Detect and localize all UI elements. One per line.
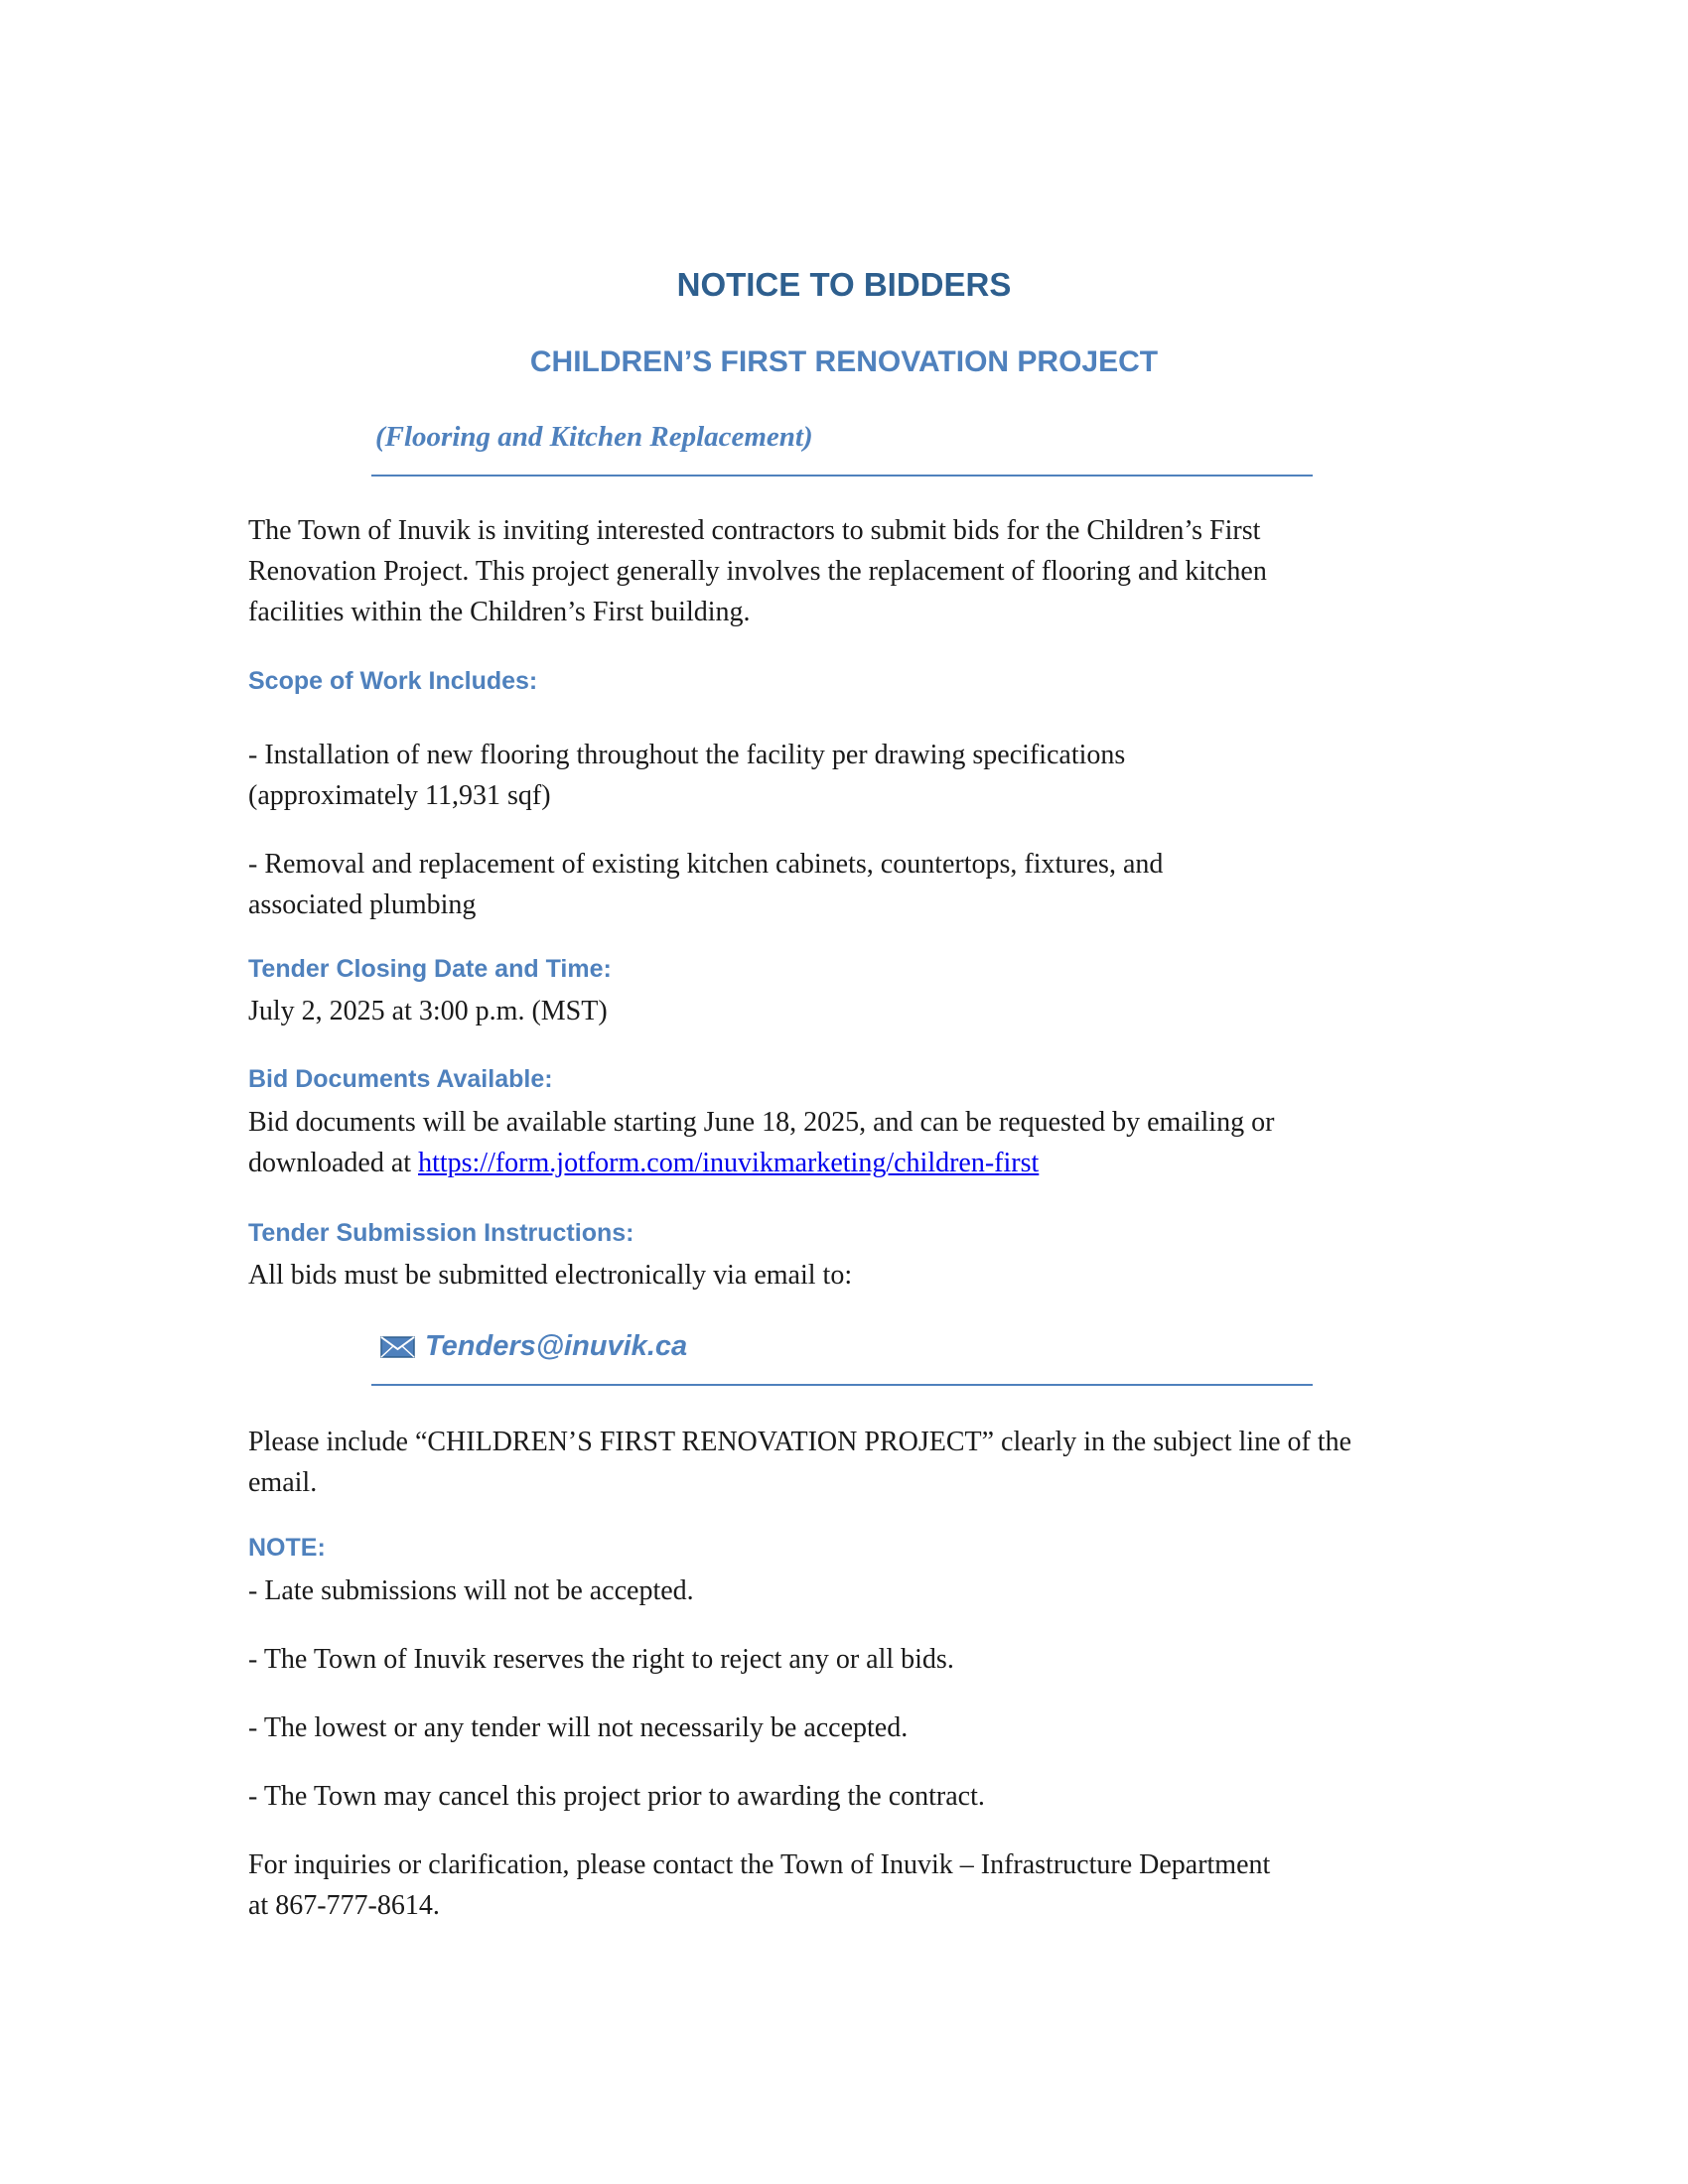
scope-item-1-line-2: (approximately 11,931 sqf)	[248, 780, 551, 811]
note-item-1: - Late submissions will not be accepted.	[248, 1575, 694, 1606]
closing-heading: Tender Closing Date and Time:	[248, 955, 612, 983]
subtitle-divider	[371, 475, 1313, 477]
envelope-icon	[379, 1333, 417, 1361]
documents-heading: Bid Documents Available:	[248, 1065, 553, 1093]
scope-heading: Scope of Work Includes:	[248, 667, 538, 695]
scope-item-2-line-1: - Removal and replacement of existing kitchen cabinets, countertops, fixtures, and	[248, 849, 1164, 880]
project-name: CHILDREN’S FIRST RENOVATION PROJECT	[529, 345, 1159, 378]
documents-line-2-prefix: downloaded at	[248, 1148, 419, 1178]
intro-paragraph	[248, 510, 1440, 632]
intro-line-2: Renovation Project. This project generally involves the replacement of flooring and kitchen	[248, 556, 1267, 587]
submission-email[interactable]: Tenders@inuvik.ca	[425, 1330, 688, 1362]
scope-item-kitchen	[248, 844, 1440, 925]
intro-line-3: facilities within the Children’s First building.	[248, 597, 751, 627]
contact-line-1: For inquiries or clarification, please contact the Town of Inuvik – Infrastructure Department	[248, 1849, 1271, 1880]
subject-line-1: Please include “CHILDREN’S FIRST RENOVATION PROJECT” clearly in the subject line of the	[248, 1427, 1352, 1457]
intro-line-1: The Town of Inuvik is inviting interested contractors to submit bids for the Children’s First	[248, 515, 1261, 546]
documents-paragraph	[248, 1102, 1440, 1183]
closing-date: July 2, 2025 at 3:00 p.m. (MST)	[248, 996, 608, 1026]
note-heading: NOTE:	[248, 1534, 326, 1562]
submission-instruction: All bids must be submitted electronically via email to:	[248, 1260, 853, 1291]
scope-item-2-line-2: associated plumbing	[248, 889, 477, 920]
note-item-4: - The Town may cancel this project prior to awarding the contract.	[248, 1781, 985, 1812]
contact-paragraph	[248, 1844, 1440, 1926]
subject-line-2: email.	[248, 1467, 318, 1498]
documents-download-link[interactable]: https://form.jotform.com/inuvikmarketing/children-first	[418, 1148, 1040, 1178]
note-item-2: - The Town of Inuvik reserves the right to reject any or all bids.	[248, 1644, 954, 1675]
submission-heading: Tender Submission Instructions:	[248, 1219, 634, 1247]
note-item-3: - The lowest or any tender will not necessarily be accepted.	[248, 1712, 909, 1743]
documents-line-1: Bid documents will be available starting June 18, 2025, and can be requested by emailing or	[248, 1107, 1275, 1138]
scope-item-flooring	[248, 735, 1440, 816]
scope-item-1-line-1: - Installation of new flooring throughout the facility per drawing specifications	[248, 740, 1126, 770]
subject-line-instruction	[248, 1422, 1440, 1503]
submission-email-row[interactable]	[379, 1330, 687, 1363]
project-scope-subtitle: (Flooring and Kitchen Replacement)	[375, 421, 813, 453]
page-title: NOTICE TO BIDDERS	[676, 266, 1012, 303]
contact-line-2: at 867-777-8614.	[248, 1890, 440, 1921]
email-divider	[371, 1384, 1313, 1386]
